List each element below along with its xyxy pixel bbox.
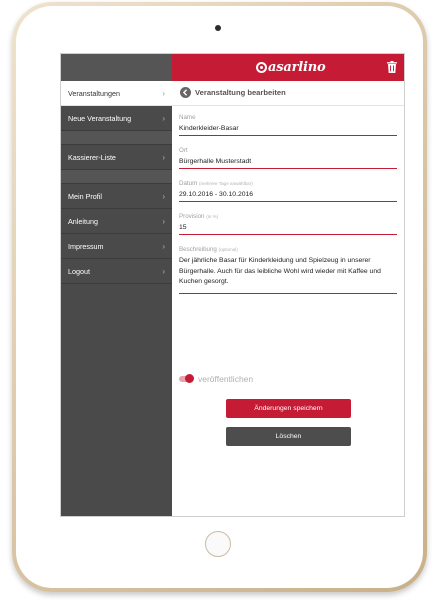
sidebar-item-label: Neue Veranstaltung [68,114,132,123]
back-arrow-icon[interactable] [180,87,191,98]
logo-mark-icon [256,62,267,73]
logo-text: asarlino [268,60,326,75]
event-form [179,113,397,304]
app-logo [256,59,325,76]
page-header [172,81,404,106]
sidebar-item-impressum[interactable] [61,234,172,259]
sidebar-item-mein-profil[interactable] [61,184,172,209]
datum-label-row [179,179,397,188]
provision-label: Provision [179,213,205,220]
sidebar-item-veranstaltungen[interactable] [61,81,172,106]
home-button[interactable] [205,531,231,557]
chevron-right-icon: › [162,267,165,276]
page-title: Veranstaltung bearbeiten [195,88,286,97]
sidebar [61,54,172,516]
sidebar-item-label: Mein Profil [68,192,102,201]
sidebar-item-neue-veranstaltung[interactable] [61,106,172,131]
name-field [179,113,397,136]
datum-input[interactable]: 29.10.2016 - 30.10.2016 [179,191,254,198]
provision-label-row [179,212,397,221]
sidebar-item-label: Anleitung [68,217,98,226]
chevron-right-icon: › [162,153,165,162]
sidebar-item-label: Veranstaltungen [68,89,120,98]
save-changes-button[interactable]: Änderungen speichern [226,399,351,418]
beschreibung-label: Beschreibung [179,246,217,253]
chevron-right-icon: › [162,217,165,226]
beschreibung-label-row [179,245,397,254]
sidebar-item-label: Logout [68,267,90,276]
name-label: Name [179,114,196,121]
camera-icon [215,25,221,31]
publish-toggle-label: veröffentlichen [198,374,254,384]
sidebar-item-logout[interactable] [61,259,172,284]
name-input[interactable]: Kinderkleider-Basar [179,125,239,132]
ipad-frame [12,2,427,592]
sidebar-item-label: Impressum [68,242,104,251]
provision-hint: (in %) [206,214,219,219]
beschreibung-textarea[interactable]: Der jährliche Basar für Kinderkleidung und Spielzeug in unserer Bürgerhalle. Auch für das leibliche Wohl wird wieder mit Kaffee und Kuchen gesorgt. [179,257,381,285]
app-header [172,54,404,81]
chevron-right-icon: › [162,192,165,201]
chevron-right-icon: › [162,89,165,98]
datum-label: Datum [179,180,198,187]
sidebar-item-label: Kassierer-Liste [68,153,116,162]
sidebar-divider [61,131,172,145]
provision-input[interactable]: 15 [179,224,187,231]
main-content [172,81,404,516]
beschreibung-field [179,245,397,294]
sidebar-item-anleitung[interactable] [61,209,172,234]
ort-field [179,146,397,169]
sidebar-header [61,54,172,81]
datum-field [179,179,397,202]
trash-icon[interactable] [387,61,397,73]
publish-toggle-row [179,372,253,386]
chevron-right-icon: › [162,114,165,123]
ort-label: Ort [179,147,188,154]
publish-toggle[interactable] [179,376,193,382]
datum-hint: (mehrere Tage anwählbar) [198,181,253,186]
provision-field [179,212,397,235]
sidebar-divider [61,170,172,184]
toggle-knob [185,374,194,383]
ort-input[interactable]: Bürgerhalle Musterstadt [179,158,252,165]
delete-button[interactable]: Löschen [226,427,351,446]
beschreibung-hint: (optional) [218,247,238,252]
sidebar-item-kassierer-liste[interactable] [61,145,172,170]
chevron-right-icon: › [162,242,165,251]
app-screen [60,53,405,517]
